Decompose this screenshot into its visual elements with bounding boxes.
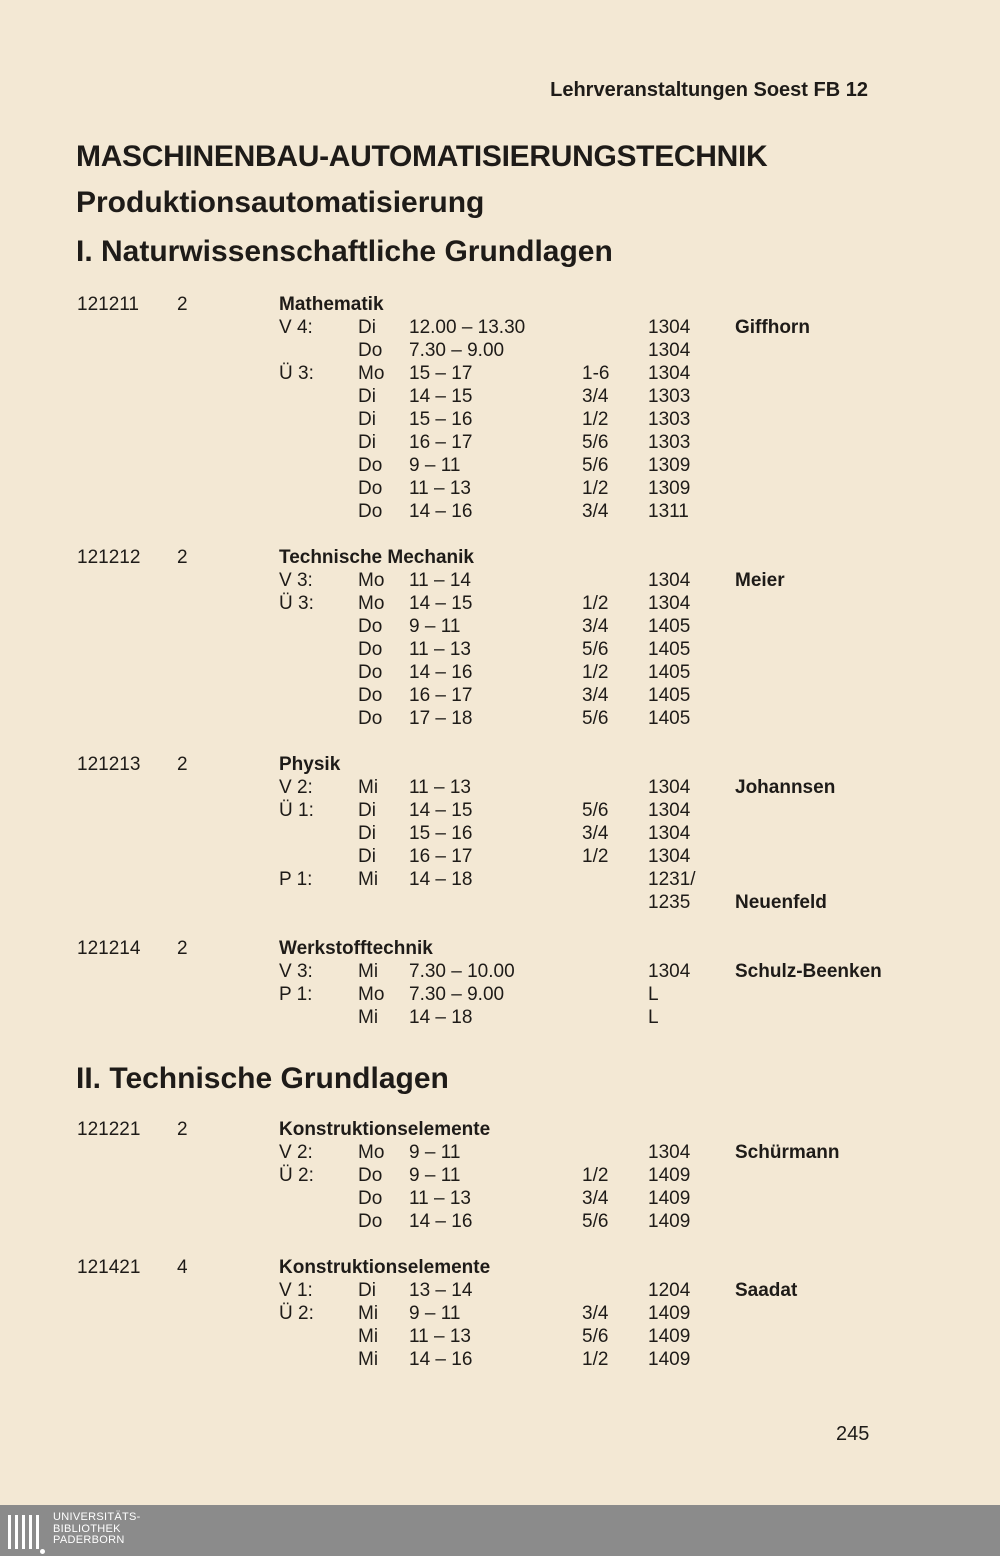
session-semester: 3/4: [582, 501, 609, 522]
session-time: 9 – 11: [409, 1303, 461, 1324]
session-time: 7.30 – 9.00: [409, 340, 505, 361]
schedule-row: [0, 477, 1000, 500]
session-room: 1405: [648, 685, 691, 706]
session-semester: 1/2: [582, 662, 609, 683]
session-semester: 3/4: [582, 616, 609, 637]
session-day: Do: [358, 478, 383, 499]
session-type: V 4:: [279, 317, 313, 338]
session-day: Di: [358, 317, 376, 338]
course-header-row: [0, 1118, 1000, 1141]
session-room: 1303: [648, 386, 691, 407]
session-room: L: [648, 1007, 659, 1028]
schedule-row: [0, 638, 1000, 661]
schedule-row: [0, 1302, 1000, 1325]
session-time: 11 – 13: [409, 1188, 471, 1209]
session-day: Do: [358, 1188, 383, 1209]
schedule-row: [0, 431, 1000, 454]
course-header-row: [0, 1256, 1000, 1279]
session-room: 1304: [648, 363, 691, 384]
session-room: 1409: [648, 1188, 691, 1209]
schedule-row: [0, 983, 1000, 1006]
session-room: 1309: [648, 478, 691, 499]
course-number: 121211: [77, 294, 139, 315]
session-time: 9 – 11: [409, 1142, 461, 1163]
session-semester: 3/4: [582, 685, 609, 706]
course-title: Technische Mechanik: [279, 547, 474, 568]
course-entry: [0, 546, 1000, 730]
page-number: 245: [836, 1423, 870, 1445]
schedule-row: [0, 1325, 1000, 1348]
session-room: 1304: [648, 340, 691, 361]
schedule-row: [0, 454, 1000, 477]
session-day: Mi: [358, 1326, 379, 1347]
schedule-row: [0, 1210, 1000, 1233]
library-footer: [0, 1505, 1000, 1556]
session-room: 1405: [648, 616, 691, 637]
schedule-row: [0, 615, 1000, 638]
session-room: 1409: [648, 1349, 691, 1370]
session-time: 16 – 17: [409, 846, 473, 867]
schedule-row: [0, 776, 1000, 799]
session-time: 14 – 16: [409, 501, 473, 522]
session-time: 14 – 18: [409, 869, 473, 890]
course-title: Konstruktionselemente: [279, 1119, 491, 1140]
session-room: 1304: [648, 777, 691, 798]
session-semester: 1/2: [582, 1165, 609, 1186]
session-room: 1304: [648, 1142, 691, 1163]
course-entry: [0, 1256, 1000, 1371]
library-logo-icon: [6, 1511, 46, 1553]
session-day: Di: [358, 823, 376, 844]
schedule-row: [0, 868, 1000, 891]
library-name-line: BIBLIOTHEK: [53, 1522, 121, 1535]
session-semester: 3/4: [582, 386, 609, 407]
course-hours: 2: [177, 294, 188, 315]
session-type: Ü 2:: [279, 1303, 314, 1324]
session-room: 1304: [648, 961, 691, 982]
session-day: Do: [358, 340, 383, 361]
session-room: 1304: [648, 593, 691, 614]
session-day: Mo: [358, 1142, 385, 1163]
session-room: 1304: [648, 317, 691, 338]
session-room: 1409: [648, 1303, 691, 1324]
course-hours: 4: [177, 1257, 188, 1278]
page-title: MASCHINENBAU-AUTOMATISIERUNGSTECHNIK: [76, 140, 768, 173]
lecturer-name: Giffhorn: [735, 317, 810, 338]
session-time: 15 – 16: [409, 823, 473, 844]
lecturer-name: Schürmann: [735, 1142, 840, 1163]
session-day: Mi: [358, 961, 379, 982]
section-heading: I. Naturwissenschaftliche Grundlagen: [76, 235, 613, 268]
schedule-row: [0, 1187, 1000, 1210]
schedule-row: [0, 845, 1000, 868]
session-room: 1304: [648, 823, 691, 844]
session-time: 13 – 14: [409, 1280, 473, 1301]
session-time: 11 – 13: [409, 1326, 471, 1347]
session-day: Do: [358, 708, 383, 729]
schedule-row: [0, 316, 1000, 339]
session-type: P 1:: [279, 869, 313, 890]
schedule-row: [0, 362, 1000, 385]
schedule-row: [0, 339, 1000, 362]
session-time: 9 – 11: [409, 616, 461, 637]
session-time: 14 – 16: [409, 662, 473, 683]
session-room: 1204: [648, 1280, 691, 1301]
course-hours: 2: [177, 1119, 188, 1140]
course-list: [0, 1118, 1000, 1394]
session-room: L: [648, 984, 659, 1005]
session-room: 1303: [648, 409, 691, 430]
session-day: Do: [358, 455, 383, 476]
session-day: Mi: [358, 869, 379, 890]
lecturer-name: Neuenfeld: [735, 892, 827, 913]
schedule-row: [0, 1348, 1000, 1371]
course-number: 121221: [77, 1119, 141, 1140]
session-room: 1309: [648, 455, 691, 476]
session-day: Do: [358, 662, 383, 683]
session-semester: 1/2: [582, 1349, 609, 1370]
session-semester: 5/6: [582, 1211, 609, 1232]
lecturer-name: Saadat: [735, 1280, 798, 1301]
schedule-row: [0, 684, 1000, 707]
session-time: 12.00 – 13.30: [409, 317, 526, 338]
session-room: 1304: [648, 800, 691, 821]
session-type: V 2:: [279, 1142, 313, 1163]
session-semester: 5/6: [582, 800, 609, 821]
page-subtitle: Produktionsautomatisierung: [76, 186, 485, 219]
library-name-line: UNIVERSITÄTS-: [53, 1511, 141, 1523]
session-room: 1405: [648, 662, 691, 683]
session-time: 14 – 18: [409, 1007, 473, 1028]
session-time: 14 – 15: [409, 593, 473, 614]
session-room: 1409: [648, 1165, 691, 1186]
session-time: 14 – 15: [409, 800, 473, 821]
session-semester: 3/4: [582, 1188, 609, 1209]
session-semester: 1-6: [582, 363, 610, 384]
schedule-row: [0, 408, 1000, 431]
session-semester: 5/6: [582, 708, 609, 729]
schedule-row: [0, 960, 1000, 983]
course-number: 121214: [77, 938, 141, 959]
session-time: 11 – 13: [409, 639, 471, 660]
session-type: V 3:: [279, 570, 313, 591]
session-type: V 1:: [279, 1280, 313, 1301]
schedule-row: [0, 822, 1000, 845]
session-day: Di: [358, 846, 376, 867]
session-type: V 3:: [279, 961, 313, 982]
session-semester: 1/2: [582, 478, 609, 499]
session-day: Di: [358, 432, 376, 453]
course-header-row: [0, 753, 1000, 776]
session-day: Di: [358, 386, 376, 407]
schedule-row: [0, 1164, 1000, 1187]
course-title: Mathematik: [279, 294, 384, 315]
schedule-row: [0, 592, 1000, 615]
course-entry: [0, 753, 1000, 914]
session-room: 1409: [648, 1211, 691, 1232]
session-day: Mi: [358, 1007, 379, 1028]
session-day: Mo: [358, 984, 385, 1005]
session-room: 1311: [648, 501, 689, 522]
course-hours: 2: [177, 547, 188, 568]
session-time: 7.30 – 10.00: [409, 961, 515, 982]
session-time: 17 – 18: [409, 708, 473, 729]
session-time: 7.30 – 9.00: [409, 984, 505, 1005]
session-day: Di: [358, 800, 376, 821]
session-semester: 3/4: [582, 823, 609, 844]
course-header-row: [0, 293, 1000, 316]
session-semester: 5/6: [582, 432, 609, 453]
course-number: 121421: [77, 1257, 141, 1278]
session-type: P 1:: [279, 984, 313, 1005]
section-heading: II. Technische Grundlagen: [76, 1062, 449, 1095]
schedule-row: [0, 891, 1000, 914]
lecturer-name: Meier: [735, 570, 785, 591]
schedule-row: [0, 569, 1000, 592]
session-room: 1304: [648, 570, 691, 591]
session-time: 11 – 13: [409, 478, 471, 499]
course-hours: 2: [177, 938, 188, 959]
session-semester: 5/6: [582, 455, 609, 476]
session-day: Mo: [358, 363, 385, 384]
session-day: Mi: [358, 1303, 379, 1324]
session-day: Do: [358, 1165, 383, 1186]
session-type: V 2:: [279, 777, 313, 798]
session-time: 14 – 16: [409, 1349, 473, 1370]
library-name: [53, 1512, 141, 1547]
session-room: 1405: [648, 639, 691, 660]
session-time: 16 – 17: [409, 685, 473, 706]
schedule-row: [0, 1006, 1000, 1029]
session-semester: 1/2: [582, 409, 609, 430]
session-type: Ü 1:: [279, 800, 314, 821]
session-day: Do: [358, 501, 383, 522]
session-day: Mo: [358, 593, 385, 614]
course-entry: [0, 937, 1000, 1029]
schedule-row: [0, 661, 1000, 684]
course-list: [0, 293, 1000, 1052]
session-room: 1231/: [648, 869, 696, 890]
session-room: 1409: [648, 1326, 691, 1347]
course-entry: [0, 1118, 1000, 1233]
running-header: Lehrveranstaltungen Soest FB 12: [550, 79, 868, 101]
session-semester: 3/4: [582, 1303, 609, 1324]
course-title: Konstruktionselemente: [279, 1257, 491, 1278]
schedule-row: [0, 385, 1000, 408]
session-time: 15 – 16: [409, 409, 473, 430]
course-entry: [0, 293, 1000, 523]
session-room: 1235: [648, 892, 691, 913]
session-time: 9 – 11: [409, 1165, 461, 1186]
session-time: 11 – 13: [409, 777, 471, 798]
session-type: Ü 3:: [279, 363, 314, 384]
session-time: 14 – 15: [409, 386, 473, 407]
session-time: 15 – 17: [409, 363, 473, 384]
session-day: Mi: [358, 1349, 379, 1370]
course-number: 121212: [77, 547, 141, 568]
course-title: Physik: [279, 754, 341, 775]
session-time: 9 – 11: [409, 455, 461, 476]
schedule-row: [0, 707, 1000, 730]
lecturer-name: Schulz-Beenken: [735, 961, 882, 982]
session-day: Di: [358, 409, 376, 430]
session-time: 16 – 17: [409, 432, 473, 453]
session-day: Mo: [358, 570, 385, 591]
schedule-row: [0, 500, 1000, 523]
session-semester: 5/6: [582, 639, 609, 660]
session-time: 14 – 16: [409, 1211, 473, 1232]
library-name-line: PADERBORN: [53, 1534, 125, 1546]
course-header-row: [0, 546, 1000, 569]
session-semester: 5/6: [582, 1326, 609, 1347]
session-semester: 1/2: [582, 593, 609, 614]
course-number: 121213: [77, 754, 141, 775]
schedule-row: [0, 799, 1000, 822]
course-hours: 2: [177, 754, 188, 775]
session-day: Do: [358, 1211, 383, 1232]
session-day: Do: [358, 685, 383, 706]
session-time: 11 – 14: [409, 570, 471, 591]
session-day: Do: [358, 639, 383, 660]
session-room: 1303: [648, 432, 691, 453]
session-day: Di: [358, 1280, 376, 1301]
session-day: Mi: [358, 777, 379, 798]
schedule-row: [0, 1279, 1000, 1302]
session-semester: 1/2: [582, 846, 609, 867]
session-type: Ü 2:: [279, 1165, 314, 1186]
course-title: Werkstofftechnik: [279, 938, 433, 959]
lecturer-name: Johannsen: [735, 777, 836, 798]
course-header-row: [0, 937, 1000, 960]
session-room: 1304: [648, 846, 691, 867]
session-type: Ü 3:: [279, 593, 314, 614]
schedule-row: [0, 1141, 1000, 1164]
session-room: 1405: [648, 708, 691, 729]
session-day: Do: [358, 616, 383, 637]
